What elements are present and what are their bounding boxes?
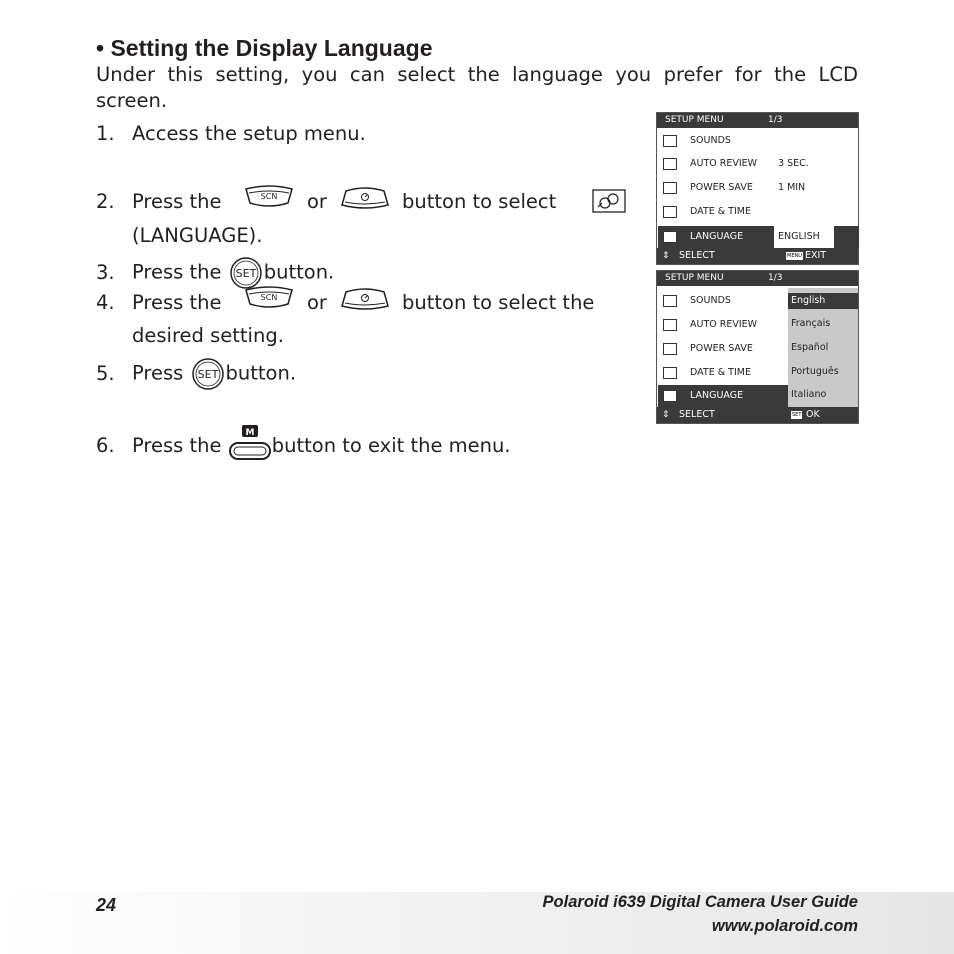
- language-option: Español: [791, 342, 829, 353]
- timer-button-icon: [340, 185, 390, 218]
- svg-text:M: M: [245, 428, 255, 438]
- language-icon: [663, 231, 677, 243]
- intro-paragraph: Under this setting, you can select the language you prefer for the LCD screen.: [96, 63, 858, 112]
- updown-arrow-icon: ⇕: [662, 251, 670, 261]
- timer-button-icon: [340, 286, 390, 319]
- language-option: Português: [791, 366, 839, 377]
- lcd-row-date-time: DATE & TIME: [658, 362, 789, 384]
- calendar-icon: [663, 367, 677, 379]
- step-2: 2. Press the SCN or button to select (LANGUAGE).: [96, 189, 626, 215]
- svg-text:SET: SET: [197, 368, 218, 381]
- language-options-list: [788, 288, 858, 407]
- step-1: 1. Access the setup menu.: [96, 122, 366, 145]
- speaker-icon: [663, 295, 677, 307]
- lcd-header: SETUP MENU 1/3: [657, 113, 858, 128]
- svg-text:SCN: SCN: [260, 293, 278, 302]
- calendar-icon: [663, 206, 677, 218]
- lcd-setup-menu-2: [656, 270, 859, 424]
- lcd-row-language-selected: LANGUAGE ENGLISH: [658, 226, 859, 248]
- svg-text:SET: SET: [235, 267, 257, 280]
- speaker-icon: [663, 135, 677, 147]
- lcd-row-sounds: SOUNDS: [658, 290, 789, 312]
- scn-button-icon: [244, 185, 294, 218]
- page-number: 24: [96, 895, 117, 915]
- lcd-row-auto-review: AUTO REVIEW: [658, 314, 789, 336]
- language-icon: [663, 390, 677, 402]
- scn-button-icon: [244, 286, 294, 319]
- review-icon: [663, 319, 677, 331]
- section-heading: • Setting the Display Language: [96, 35, 433, 61]
- language-icon: [592, 189, 626, 220]
- lcd-footer: ⇕ SELECT MENU EXIT: [657, 248, 858, 264]
- lcd-row-auto-review: AUTO REVIEW 3 SEC.: [658, 153, 859, 175]
- lcd-row-language-selected: LANGUAGE: [658, 385, 789, 407]
- lcd-header: SETUP MENU 1/3: [657, 271, 858, 286]
- footer-url: www.polaroid.com: [711, 917, 858, 935]
- footer-guide-title: Polaroid i639 Digital Camera User Guide www.polaroid.com: [543, 890, 858, 938]
- lcd-footer: ⇕ SELECT SET OK: [657, 407, 858, 423]
- set-button-icon: [228, 256, 264, 290]
- menu-button-icon: [228, 424, 272, 469]
- lcd-row-power-save: POWER SAVE 1 MIN: [658, 177, 859, 199]
- review-icon: [663, 158, 677, 170]
- step-3: 3. Press the SET button.: [96, 256, 334, 290]
- step-6: 6. Press the M button to exit the menu.: [96, 424, 511, 469]
- sleep-icon: [663, 343, 677, 355]
- lcd-setup-menu-1: [656, 112, 859, 265]
- set-button-icon: [190, 357, 226, 391]
- lcd-row-power-save: POWER SAVE: [658, 338, 789, 360]
- lcd-row-date-time: DATE & TIME: [658, 201, 859, 223]
- updown-arrow-icon: ⇕: [662, 410, 670, 420]
- language-option-selected: English: [788, 293, 858, 309]
- language-option: Italiano: [791, 389, 827, 400]
- lcd-row-sounds: SOUNDS: [658, 130, 859, 152]
- language-option: Français: [791, 318, 831, 329]
- step-4: 4. Press the SCN or button to select the desired setting.: [96, 290, 626, 316]
- svg-text:SCN: SCN: [260, 192, 278, 201]
- sleep-icon: [663, 182, 677, 194]
- step-5: 5. Press SET button.: [96, 357, 296, 391]
